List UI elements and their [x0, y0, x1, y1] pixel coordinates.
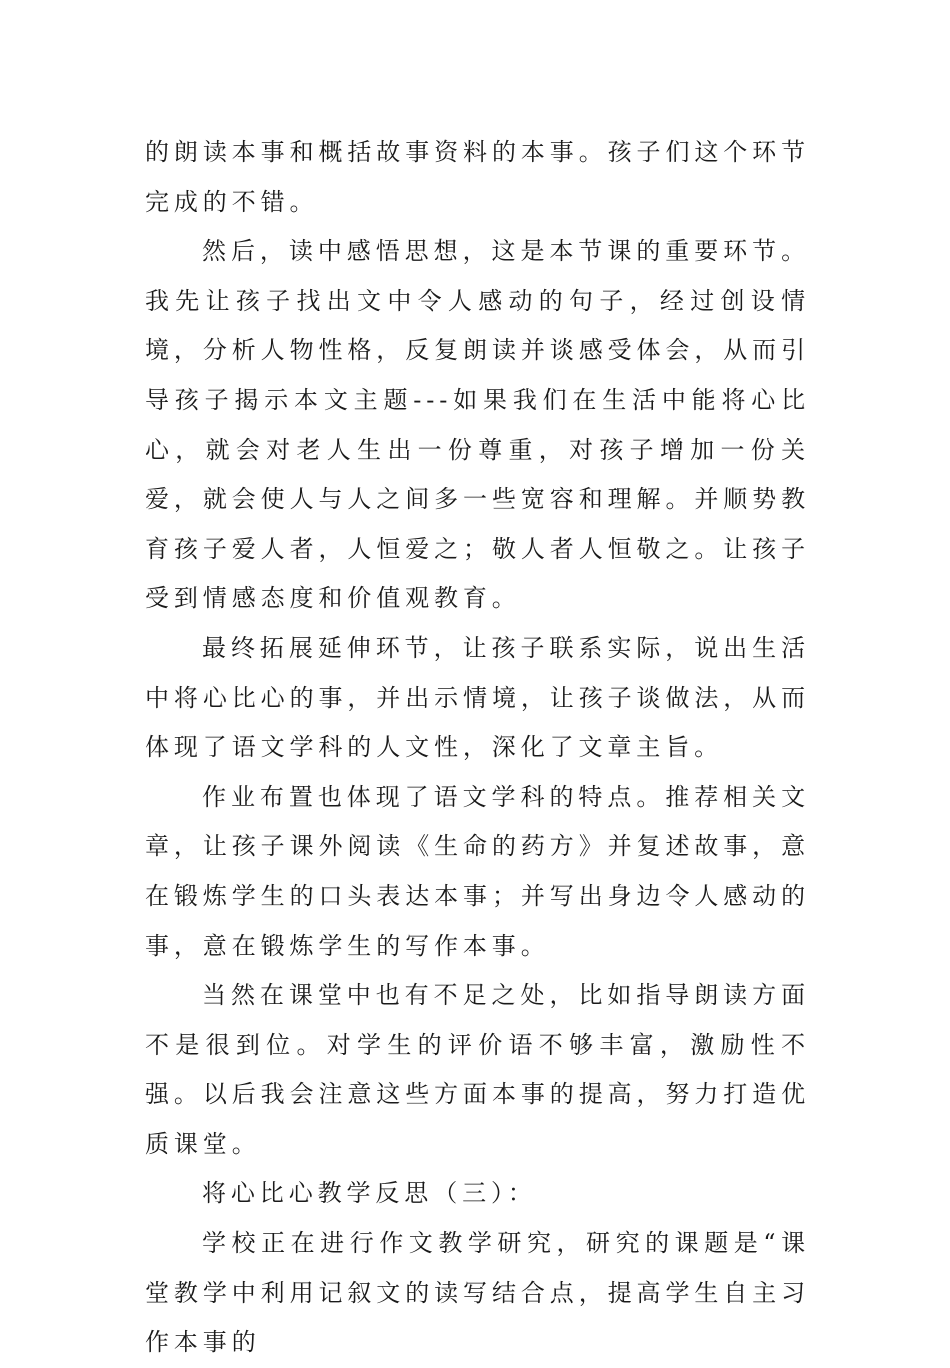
paragraph-4: 作业布置也体现了语文学科的特点。推荐相关文章，让孩子课外阅读《生命的药方》并复述故事，意在锻炼学生的口头表达本事；并写出身边令人感动的事，意在锻炼学生的写作本事。 — [145, 782, 810, 960]
paragraph-5: 当然在课堂中也有不足之处，比如指导朗读方面不是很到位。对学生的评价语不够丰富，激励性不强。以后我会注意这些方面本事的提高，努力打造优质课堂。 — [145, 981, 810, 1158]
paragraph-2: 然后，读中感悟思想，这是本节课的重要环节。我先让孩子找出文中令人感动的句子，经过创设情境，分析人物性格，反复朗读并谈感受体会，从而引导孩子揭示本文主题---如果我们在生活中能将心比心，就会对老人生出一份尊重，对孩子增加一份关爱，就会使人与人之间多一些宽容和理解。并顺势教育孩子爱人者，人恒爱之；敬人者人恒敬之。让孩子受到情感态度和价值观教育。 — [145, 237, 810, 613]
document-body — [145, 128, 810, 1368]
paragraph-6: 学校正在进行作文教学研究，研究的课题是“课堂教学中利用记叙文的读写结合点，提高学生自主习作本事的 — [145, 1229, 810, 1357]
paragraph-3: 最终拓展延伸环节，让孩子联系实际，说出生活中将心比心的事，并出示情境，让孩子谈做法，从而体现了语文学科的人文性，深化了文章主旨。 — [145, 633, 810, 762]
section-heading: 将心比心教学反思（三）： — [202, 1179, 537, 1208]
paragraph-1: 的朗读本事和概括故事资料的本事。孩子们这个环节完成的不错。 — [145, 138, 810, 216]
